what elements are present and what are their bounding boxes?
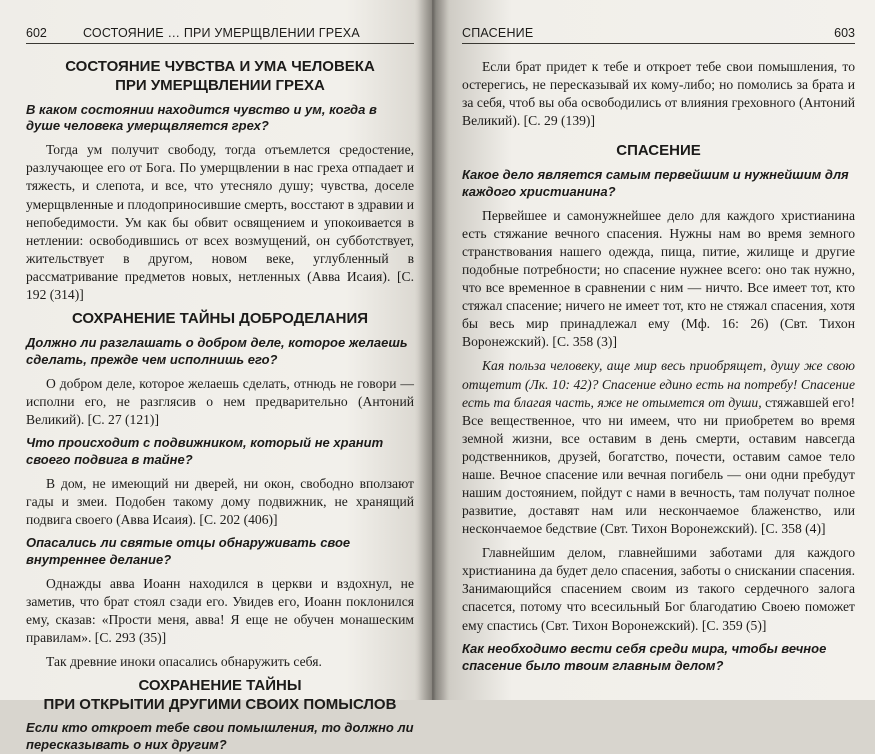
question: Что происходит с подвижником, который не хранит своего подвига в тайне?	[26, 434, 384, 467]
right-running-title: СПАСЕНИЕ	[462, 26, 534, 40]
paragraph-continuation: стяжавшей его! Все вещественное, что ни имеем, что ни приобретем во время земной жизни, все оставим в день смерти, оставим навсегда родственников, друзей, богатство, почести, оставим самое тело наше. Вечное спасение или вечная погибель — они одни пребудут нашим достоянием, пойдут с нами в вечность, там получат полное развитие, доставят нам или нескончаемое блаженство, или нескончаемое бедствие (Свт. Тихон Воронежский). [С. 358 (4)]	[462, 394, 855, 537]
section-heading-line: ПРИ УМЕРЩВЛЕНИИ ГРЕХА	[115, 76, 325, 94]
question: В каком состоянии находится чувство и ум, когда в душе человека умерщвляется грех?	[26, 101, 377, 134]
paragraph: Главнейшим делом, главнейшими заботами для каждого христианина да будет дело спасения, заботы о снискании спасения. Занимающийся спасением своим из такого сердечного залога спасется, потому что всесильный Бог благодатию Своею поможет ему спастись (Свт. Тихон Воронежский). [С. 359 (5)]	[462, 545, 855, 633]
scripture-quote: Кая польза человеку, аще мир весь приобрящет, душу же свою отщетит (Лк. 10: 42)? Спасение едино есть на потребу! Спасение есть та благая часть, яже не отымется от души,	[462, 358, 855, 410]
question: Какое дело является самым первейшим и нужнейшим для каждого христианина?	[462, 167, 849, 199]
paragraph: Если брат придет к тебе и откроет тебе свои помышления, то остерегись, не пересказывай их кому-либо; но помолись за брата и за себя, чтоб вы оба освободились от влияния греховного (Антоний Великий). [С. 29 (139)]	[462, 59, 855, 129]
section-heading-line: СОСТОЯНИЕ ЧУВСТВА И УМА ЧЕЛОВЕКА	[65, 58, 375, 75]
left-page	[0, 0, 432, 753]
question: Опасались ли святые отцы обнаруживать свое внутреннее делание?	[26, 534, 351, 567]
section-heading-state	[26, 58, 414, 96]
paragraph: В дом, не имеющий ни дверей, ни окон, свободно вползают гады и змеи. Подобен такому дому подвижник, не хранящий подвига своего (Авва Исаия). [С. 202 (406)]	[26, 475, 414, 527]
paragraph	[462, 357, 855, 538]
right-page	[432, 0, 875, 700]
paragraph: Тогда ум получит свободу, тогда отъемлется средостение, разлучающее его от Бога. По умерщвлении в нас греха отпадает и тяжесть, и слепота, и все, что утесняло душу; чувства, доселе умерщвленные и плодоприносившие смерть, восстают в здравии и непобедимости. Ум как бы обвит освящением и упокоивается в нетлении: освободившись от всех возмущений, он субботствует, жительствует в другом, новом веке, углубленный в рассматривание предметов новых, нетленных (Авва Исаия). [С. 192 (314)]	[26, 142, 414, 302]
right-page-number: 603	[834, 26, 855, 40]
section-heading-secret-thoughts	[26, 677, 414, 715]
section-heading-salvation: СПАСЕНИЕ	[616, 142, 701, 160]
right-running-head	[462, 4, 855, 44]
section-heading-line: ПРИ ОТКРЫТИИ ДРУГИМИ СВОИХ ПОМЫСЛОВ	[43, 695, 397, 713]
section-heading-secret-good-deeds: СОХРАНЕНИЕ ТАЙНЫ ДОБРОДЕЛАНИЯ	[71, 309, 369, 327]
question: Как необходимо вести себя среди мира, чтобы вечное спасение было твоим главным делом?	[462, 640, 827, 673]
paragraph: Однажды авва Иоанн находился в церкви и вздохнул, не заметив, что брат стоял сзади его. Увидев его, Иоанн поклонился ему, сказав: «Прости меня, авва! Я еще не обучен монашеским правилам». [С. 293 (35)]	[26, 575, 414, 645]
question: Должно ли разглашать о добром деле, которое желаешь сделать, прежде чем исполнишь его?	[26, 334, 408, 367]
question: Если кто откроет тебе свои помышления, то должно ли пересказывать о них другим?	[26, 720, 414, 753]
section-heading-line: СОХРАНЕНИЕ ТАЙНЫ	[138, 676, 302, 694]
paragraph: О добром деле, которое желаешь сделать, отнюдь не говори — исполни его, не разглясив о нем предварительно (Антоний Великий). [С. 27 (121)]	[26, 375, 414, 427]
paragraph: Так древние иноки опасались обнаружить себя.	[46, 653, 322, 669]
left-running-head	[26, 4, 414, 44]
left-running-title: СОСТОЯНИЕ … ПРИ УМЕРЩВЛЕНИИ ГРЕХА	[82, 26, 360, 40]
paragraph: Первейшее и самонужнейшее дело для каждого христианина есть стяжание вечного спасения. Нужны нам во время земного странствования нашего одежда, пища, питие, жилище и другие подобные потребности; но спасение нужнее всего: оно так нужно, что все временное в сравнении с ним — ничто. Все имеет тот, кто стяжал спасение; ничего не имеет тот, кто не стяжал спасения, хотя бы весь мир принадлежал ему (Мф. 16: 26) (Свт. Тихон Воронежский). [С. 358 (3)]	[462, 207, 855, 350]
left-page-number: 602	[26, 26, 47, 40]
